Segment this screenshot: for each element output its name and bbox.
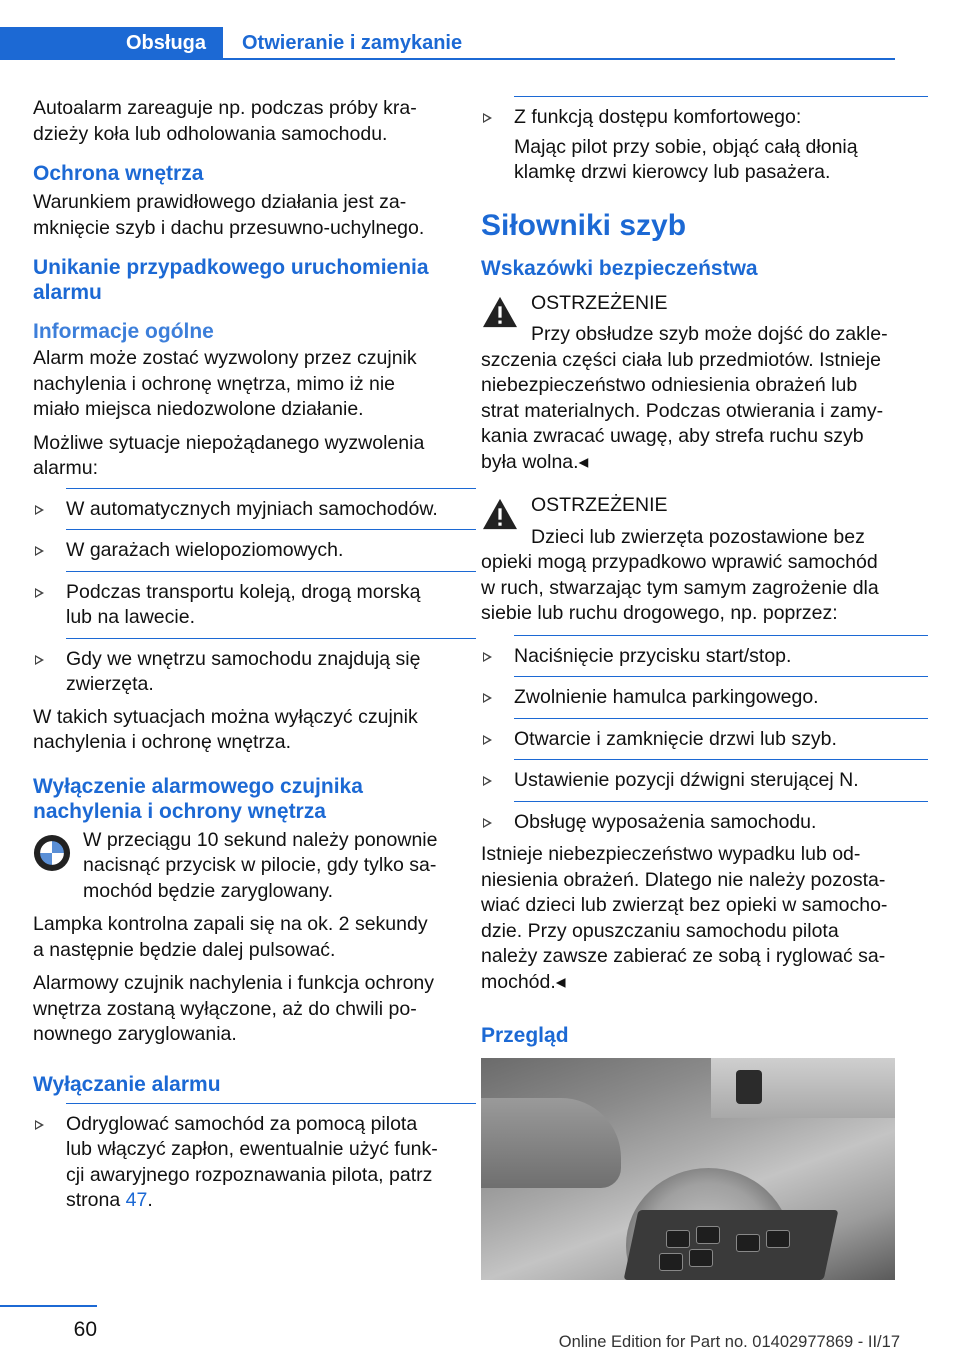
list-item — [33, 638, 443, 698]
door-panel-photo — [481, 1058, 895, 1280]
edition-note: Online Edition for Part no. 01402977869 - II/17 — [558, 1333, 900, 1351]
divider — [514, 635, 928, 636]
header-rule — [223, 58, 895, 60]
bmw-logo-icon — [33, 834, 71, 872]
komfort-list — [481, 96, 895, 131]
paragraph-info-1: Alarm może zostać wyzwolony przez czujnik nachylenia i ochronę wnętrza, mimo iż nie miało miejsca niedozwolone działanie. — [33, 347, 417, 420]
triangle-bullet-icon — [35, 546, 44, 556]
page-header — [0, 27, 895, 60]
window-switch — [736, 1234, 760, 1252]
warning-after-text: Istnieje niebezpieczeństwo wypadku lub odniesienia obrażeń. Dlatego nie należy pozostawiać dzieci lub zwierząt bez opieki w samochodzie. Przy opuszczaniu samochodu pilota należy zawsze zabierać ze sobą i ryglować samochód.◂ — [481, 843, 888, 993]
list-item-text: Podczas transportu koleją, drogą morską lub na lawecie. — [66, 580, 421, 628]
divider — [514, 676, 928, 677]
heading-ochrona: Ochrona wnętrza — [33, 162, 204, 185]
list-item-text: Otwarcie i zamknięcie drzwi lub szyb. — [514, 727, 837, 750]
komfort-detail: Mając pilot przy sobie, objąć całą dłonią klamkę drzwi kierowcy lub pasażera. — [514, 135, 858, 183]
list-item — [481, 676, 895, 711]
page-number: 60 — [73, 1318, 97, 1341]
list-item — [481, 96, 895, 131]
list-item — [481, 635, 895, 670]
window-switch — [696, 1226, 720, 1244]
window-switch — [766, 1230, 790, 1248]
divider — [66, 529, 476, 530]
heading-wylaczenie: Wyłączenie alarmowego czujnika nachylenia i ochrony wnętrza — [33, 774, 363, 823]
paragraph-wylaczenie-2: Lampka kontrolna zapali się na ok. 2 sekundy a następnie będzie dalej pulsować. — [33, 913, 428, 961]
divider — [514, 801, 928, 802]
divider — [66, 1103, 476, 1104]
warning-triangle-icon — [481, 497, 519, 531]
list-item-text: W automatycznych myjniach samochodów. — [66, 497, 438, 520]
list-item-text: Z funkcją dostępu komfortowego: — [514, 106, 802, 128]
door-lock-switch — [736, 1070, 762, 1104]
divider — [514, 96, 928, 97]
warning-block-2 — [481, 493, 895, 627]
list-item-text: Obsługę wyposażenia samochodu. — [514, 810, 817, 833]
heading-silowniki: Siłowniki szyb — [481, 208, 687, 242]
right-column — [481, 96, 895, 1280]
window-switch — [689, 1249, 713, 1267]
divider — [514, 718, 928, 719]
warning-text: Przy obsłudze szyb może dojść do zakleszczenia części ciała lub przedmiotów. Istnieje niebezpieczeństwo odniesienia obrażeń lub strat materialnych. Podczas otwierania i zamykania zwracać uwagę, aby strefa ruchu szyb była wolna.◂ — [481, 323, 888, 473]
paragraph-info-2: Możliwe sytuacje niepożądanego wyzwolenia alarmu: — [33, 431, 425, 479]
triangle-bullet-icon — [483, 652, 492, 662]
footer-rule — [0, 1305, 97, 1307]
triangle-bullet-icon — [35, 505, 44, 515]
intro-paragraph: Autoalarm zareaguje np. podczas próby kradzieży koła lub odholowania samochodu. — [33, 97, 417, 145]
window-switch — [659, 1253, 683, 1271]
heading-wylaczanie: Wyłączanie alarmu — [33, 1072, 221, 1096]
bmw-button-paragraph — [33, 828, 443, 905]
section-tab: Obsługa — [0, 27, 223, 60]
list-item-text: Ustawienie pozycji dźwigni sterującej N. — [514, 769, 859, 791]
left-column — [33, 96, 443, 1221]
triangle-bullet-icon — [483, 113, 492, 123]
triangle-bullet-icon — [483, 735, 492, 745]
divider — [66, 638, 476, 639]
disarm-list — [33, 1103, 443, 1214]
list-item-text: W garażach wielopoziomowych. — [66, 539, 344, 561]
triangle-bullet-icon — [35, 588, 44, 598]
heading-informacje: Informacje ogólne — [33, 320, 214, 343]
warning-title: OSTRZEŻENIE — [531, 494, 668, 516]
divider — [66, 488, 476, 489]
list-item — [481, 718, 895, 753]
divider — [66, 571, 476, 572]
list-item — [33, 488, 443, 523]
list-item — [481, 759, 895, 794]
paragraph-wylaczenie-1: W przeciągu 10 sekund należy ponownie nacisnąć przycisk w pilocie, gdy tylko samochód będzie zaryglowany. — [83, 828, 438, 902]
paragraph-ochrona: Warunkiem prawidłowego działania jest zamknięcie szyb i dachu przesuwno-uchylnego. — [33, 191, 425, 239]
triangle-bullet-icon — [35, 655, 44, 665]
list-item — [481, 801, 895, 836]
triangle-bullet-icon — [35, 1120, 44, 1130]
window-switch-panel — [624, 1210, 839, 1280]
heading-przeglad: Przegląd — [481, 1024, 569, 1047]
list-item-text: Zwolnienie hamulca parkingowego. — [514, 686, 819, 708]
risk-list — [481, 635, 895, 836]
list-item-text: Gdy we wnętrzu samochodu znajdują się zwierzęta. — [66, 647, 421, 695]
list-item — [33, 529, 443, 564]
list-item-text: Naciśnięcie przycisku start/stop. — [514, 644, 792, 667]
triangle-bullet-icon — [483, 818, 492, 828]
triangle-bullet-icon — [483, 776, 492, 786]
divider — [514, 759, 928, 760]
warning-triangle-icon — [481, 295, 519, 329]
warning-block-1 — [481, 291, 895, 476]
triangle-bullet-icon — [483, 693, 492, 703]
alarm-situations-list — [33, 488, 443, 698]
window-switch — [666, 1230, 690, 1248]
paragraph-wylaczenie-3: Alarmowy czujnik nachylenia i funkcja ochrony wnętrza zostaną wyłączone, aż do chwili ponownego zaryglowania. — [33, 972, 435, 1045]
warning-title: OSTRZEŻENIE — [531, 291, 668, 314]
paragraph-info-3: W takich sytuacjach można wyłączyć czujnik nachylenia i ochronę wnętrza. — [33, 705, 418, 753]
list-item — [33, 1103, 443, 1214]
list-item — [33, 571, 443, 631]
subsection-title: Otwieranie i zamykanie — [242, 32, 463, 54]
heading-wskazowki: Wskazówki bezpieczeństwa — [481, 256, 758, 280]
door-handle-area — [481, 1098, 621, 1188]
list-item-text: Odryglować samochód za pomocą pilota lub włączyć zapłon, ewentualnie użyć funkcji awaryjnego rozpoznawania pilota, patrz strona — [66, 1112, 438, 1211]
list-item-end: . — [147, 1189, 153, 1211]
warning-text: Dzieci lub zwierzęta pozostawione bez opieki mogą przypadkowo wprawić samochód w ruch, stwarzając tym samym zagrożenie dla siebie lub ruchu drogowego, np. poprzez: — [481, 525, 879, 624]
heading-unikanie: Unikanie przypadkowego uruchomienia alarmu — [33, 256, 429, 304]
page-link[interactable]: 47 — [125, 1189, 148, 1211]
